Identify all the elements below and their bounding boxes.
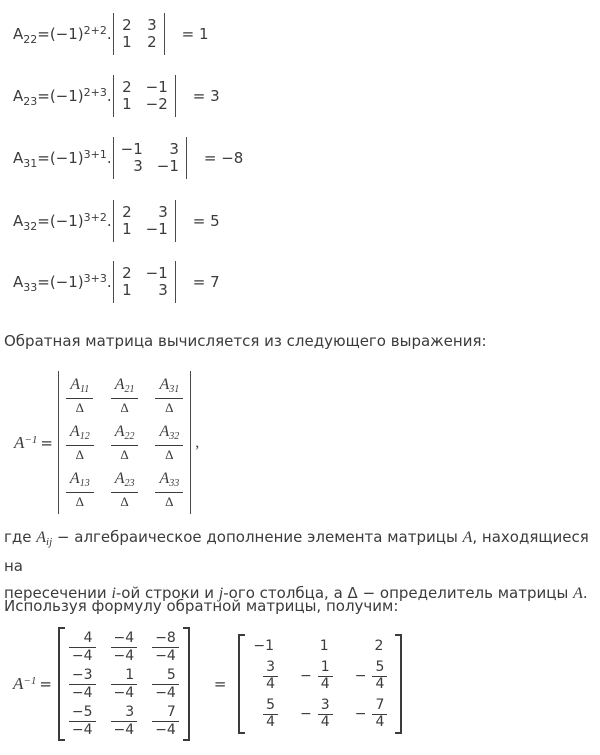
fraction: [318, 660, 333, 692]
sign-base: =(−1): [37, 212, 84, 230]
cofactor-symbol: A: [114, 376, 125, 393]
matrix-cell: 2: [122, 78, 132, 96]
cofactor-subscript: 11: [80, 384, 90, 395]
result-value: = 1: [181, 25, 209, 43]
cofactor-subscript: 22: [124, 431, 135, 442]
result-value: = 3: [192, 87, 220, 105]
text-run: -ой строки и: [115, 584, 219, 602]
matrix-symbol: A: [13, 87, 24, 105]
sign-base: =(−1): [37, 87, 84, 105]
matrix-symbol: A: [573, 585, 583, 602]
sign-exponent: 3+3: [83, 272, 107, 285]
cofactor-lhs: [13, 272, 112, 294]
denominator: −4: [71, 648, 93, 664]
fraction-numerator: [111, 470, 139, 493]
multiplication-dot: .: [106, 87, 112, 105]
right-bracket: [395, 634, 402, 734]
fraction: [318, 698, 333, 730]
matrix-symbol: A: [13, 149, 24, 167]
matrix-symbol: A: [462, 529, 473, 546]
matrix-cell: 2: [374, 638, 384, 654]
sign-exponent: 2+3: [83, 86, 107, 99]
fraction: [372, 698, 387, 730]
cofactor-line-a31: [13, 137, 243, 179]
text-run: -ого столбца, а Δ − определитель матрицы: [223, 584, 574, 602]
numerator: 3: [111, 704, 138, 722]
cofactor-line-a22: [13, 13, 209, 55]
fraction-numerator: [66, 470, 94, 493]
left-bracket: [238, 634, 245, 734]
cofactor-symbol: A: [159, 376, 170, 393]
denominator: 4: [320, 676, 330, 692]
cofactor-lhs: [13, 148, 112, 170]
matrix-cell: −1: [156, 157, 179, 175]
matrix-subscript: 32: [23, 220, 38, 233]
multiplication-dot: .: [106, 212, 112, 230]
delta-symbol: Δ: [165, 447, 174, 462]
cofactor-line-a32: [13, 200, 220, 242]
final-formula: [13, 627, 402, 741]
matrix-subscript: 33: [23, 281, 38, 294]
matrix-cell: [355, 660, 388, 692]
fraction: [263, 660, 278, 692]
denominator: −4: [113, 685, 135, 701]
matrix-cell: −1: [145, 78, 168, 96]
result-value: = −8: [203, 149, 244, 167]
delta-symbol: Δ: [120, 447, 129, 462]
text-run: пересечении: [4, 584, 112, 602]
intro-text: Обратная матрица вычисляется из следующего выражения:: [4, 332, 487, 350]
multiplication-dot: .: [106, 273, 112, 291]
matrix-cell: 1: [122, 281, 132, 299]
matrix-cell: 2: [122, 264, 132, 282]
numerator: 1: [318, 660, 333, 677]
fraction: [66, 423, 94, 462]
text-run: .: [582, 584, 588, 602]
fraction: [263, 698, 278, 730]
cofactor-symbol: A: [114, 423, 125, 440]
determinant-grid: [121, 141, 179, 175]
using-paragraph: [4, 593, 398, 620]
matrix-cell: 2: [122, 16, 132, 34]
minus-sign: −: [354, 668, 367, 684]
minus-sign: −: [300, 668, 312, 684]
matrix-cell: 1: [122, 33, 132, 51]
fraction: [69, 630, 96, 664]
cofactor-subscript: 23: [124, 478, 135, 489]
delta-symbol: Δ: [75, 400, 84, 415]
cofactor-subscript: 31: [169, 384, 180, 395]
cofactor-subscript: 13: [79, 478, 90, 489]
result-value: = 5: [192, 212, 220, 230]
left-matrix: [58, 627, 190, 741]
matrix-cell: 2: [122, 203, 132, 221]
matrix-cell: 1: [122, 95, 132, 113]
fraction: [69, 704, 96, 738]
sign-base: =(−1): [37, 25, 84, 43]
result-grid: [245, 634, 395, 734]
numerator: 3: [318, 698, 333, 715]
cofactor-subscript: 32: [169, 431, 180, 442]
delta-symbol: Δ: [75, 494, 84, 509]
fraction: [111, 667, 138, 701]
matrix-cell: −1: [253, 638, 275, 654]
determinant: [113, 261, 176, 303]
fraction-numerator: [66, 376, 93, 399]
fraction: [111, 630, 138, 664]
cofactor-lhs: [13, 86, 112, 108]
matrix-subscript: 23: [23, 95, 38, 108]
determinant: [113, 200, 176, 242]
denominator: 4: [320, 714, 330, 730]
equals-sign: =: [39, 675, 52, 693]
matrix-subscript: 31: [23, 157, 38, 170]
multiplication-dot: .: [106, 25, 112, 43]
determinant-grid: [121, 265, 168, 299]
fraction-numerator: [66, 423, 94, 446]
where-line-1: [4, 524, 596, 580]
numerator: 3: [263, 660, 278, 677]
minus-sign: −: [354, 706, 367, 722]
matrix-cell: 3: [147, 16, 157, 34]
fraction: [372, 660, 387, 692]
fraction: [66, 376, 94, 415]
numerator: 4: [69, 630, 96, 648]
denominator: −4: [155, 648, 176, 664]
cofactor-line-a23: [13, 75, 220, 117]
matrix-symbol: A: [14, 432, 25, 452]
matrix-cell: −1: [120, 140, 143, 158]
matrix-subscript: ij: [46, 536, 53, 548]
cofactor-symbol: A: [159, 423, 170, 440]
matrix-cell: [300, 660, 333, 692]
delta-symbol: Δ: [165, 494, 174, 509]
cofactor-subscript: 12: [79, 431, 90, 442]
fraction: [111, 470, 139, 509]
matrix-symbol: A: [13, 212, 24, 230]
cofactor-subscript: 33: [169, 478, 180, 489]
matrix-cell: −2: [145, 95, 168, 113]
matrix-cell: 3: [169, 140, 179, 158]
matrix-subscript: 22: [23, 33, 38, 46]
fraction: [155, 470, 183, 509]
index-j: j: [218, 585, 224, 602]
fraction-numerator: [111, 423, 139, 446]
matrix-cell: 3: [158, 203, 168, 221]
delta-symbol: Δ: [120, 400, 129, 415]
numerator: 7: [372, 698, 387, 715]
numerator: −4: [111, 630, 138, 648]
numerator: 7: [152, 704, 179, 722]
matrix-symbol: A: [36, 529, 47, 546]
text-run: где: [4, 528, 37, 546]
text-run: − алгебраическое дополнение элемента матрицы: [52, 528, 463, 546]
matrix-cell: [263, 660, 278, 692]
fraction: [155, 376, 183, 415]
inverse-exponent: −1: [24, 433, 38, 446]
inverse-matrix-formula: [14, 371, 199, 514]
sign-base: =(−1): [37, 273, 84, 291]
numerator: −3: [69, 667, 96, 685]
formula-lhs: [14, 433, 37, 453]
sign-exponent: 2+2: [83, 24, 107, 37]
sign-exponent: 3+1: [83, 148, 107, 161]
denominator: −4: [71, 722, 93, 738]
fraction: [66, 470, 94, 509]
numerator: −5: [69, 704, 96, 722]
cofactor-line-a33: [13, 261, 220, 303]
matrix-symbol: A: [13, 273, 24, 291]
numerator: 5: [372, 660, 387, 677]
cofactor-symbol: A: [159, 470, 170, 487]
intro-paragraph: [4, 328, 487, 355]
fraction: [111, 423, 139, 462]
matrix-cell: 1: [122, 220, 132, 238]
right-matrix: [238, 634, 402, 734]
fraction-numerator: [155, 376, 183, 399]
matrix-cell: 2: [147, 33, 157, 51]
denominator: −4: [113, 722, 135, 738]
cofactor-lhs: [13, 24, 112, 46]
formula-lhs: [13, 674, 36, 694]
result-value: = 7: [192, 273, 220, 291]
denominator: −4: [71, 685, 93, 701]
fraction: [111, 704, 138, 738]
numerator: 5: [152, 667, 179, 685]
cofactor-lhs: [13, 211, 112, 233]
sign-base: =(−1): [37, 149, 84, 167]
numerator: 5: [263, 698, 278, 715]
determinant: [58, 371, 191, 514]
multiplication-dot: .: [106, 149, 112, 167]
denominator: 4: [375, 714, 385, 730]
fraction: [155, 423, 183, 462]
denominator: 4: [266, 676, 276, 692]
fraction: [152, 667, 179, 701]
determinant-grid: [121, 17, 157, 51]
determinant: [113, 13, 165, 55]
fraction: [69, 667, 96, 701]
right-bracket: [183, 627, 190, 741]
matrix-cell: −1: [145, 220, 168, 238]
cofactor-symbol: A: [70, 376, 81, 393]
comma: ,: [195, 433, 200, 451]
determinant-grid: [121, 79, 168, 113]
determinant: [113, 75, 176, 117]
numerator: 1: [111, 667, 138, 685]
equals-sign: =: [40, 433, 53, 452]
cofactor-symbol: A: [69, 470, 80, 487]
denominator: −4: [113, 648, 135, 664]
fraction-grid: [66, 376, 183, 509]
determinant: [113, 137, 187, 179]
matrix-cell: [300, 698, 333, 730]
inverse-exponent: −1: [23, 675, 37, 687]
fraction: [152, 630, 179, 664]
left-bracket: [58, 627, 65, 741]
minus-sign: −: [300, 706, 312, 722]
fraction-grid: [65, 627, 183, 741]
matrix-cell: [263, 698, 278, 730]
fraction-numerator: [155, 470, 183, 493]
fraction: [111, 376, 139, 415]
fraction-numerator: [155, 423, 183, 446]
matrix-cell: 1: [319, 638, 329, 654]
denominator: 4: [375, 676, 385, 692]
fraction: [152, 704, 179, 738]
delta-symbol: Δ: [165, 400, 174, 415]
delta-symbol: Δ: [75, 447, 84, 462]
cofactor-symbol: A: [114, 470, 125, 487]
cofactor-symbol: A: [69, 423, 80, 440]
matrix-cell: 3: [133, 157, 143, 175]
equals-sign: =: [213, 675, 227, 693]
using-text: Используя формулу обратной матрицы, получим:: [4, 597, 399, 615]
index-i: i: [111, 585, 116, 602]
matrix-cell: 3: [158, 281, 168, 299]
matrix-cell: −1: [145, 264, 168, 282]
delta-symbol: Δ: [120, 494, 129, 509]
text-run: , находящиеся на: [4, 528, 589, 575]
denominator: 4: [266, 714, 276, 730]
determinant-grid: [121, 204, 168, 238]
fraction-numerator: [111, 376, 139, 399]
sign-exponent: 3+2: [83, 211, 107, 224]
matrix-symbol: A: [13, 674, 24, 693]
denominator: −4: [155, 722, 176, 738]
numerator: −8: [152, 630, 179, 648]
cofactor-subscript: 21: [124, 384, 135, 395]
matrix-cell: [355, 698, 388, 730]
denominator: −4: [155, 685, 176, 701]
matrix-symbol: A: [13, 25, 24, 43]
